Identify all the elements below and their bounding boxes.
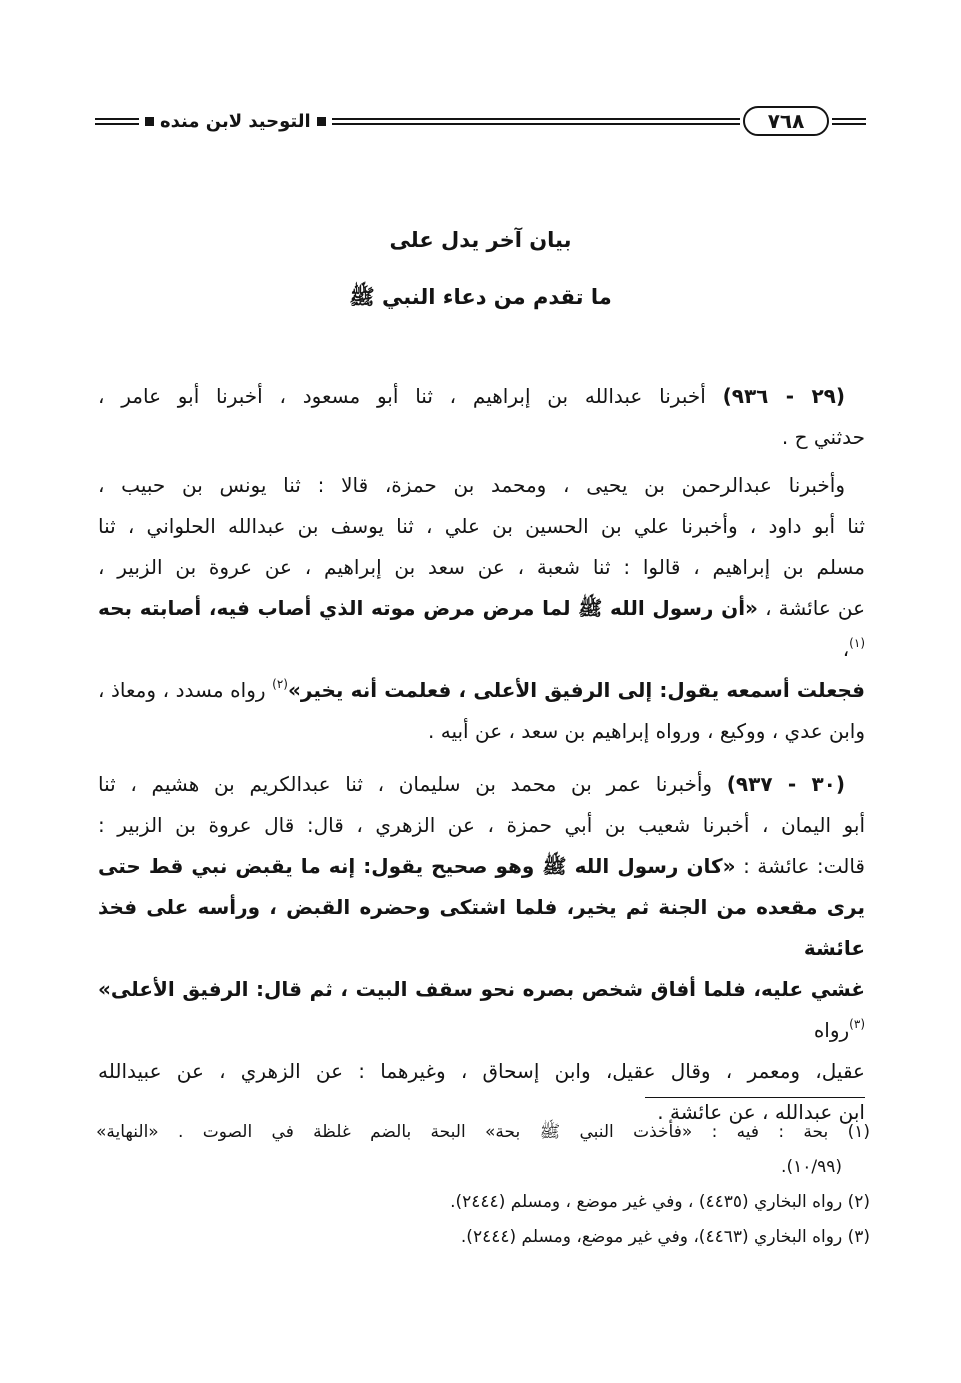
header-rule [832, 118, 866, 125]
text-line [98, 805, 865, 846]
line-text: رواه مسدد ، ومعاذ ، [98, 678, 266, 702]
header-rule [95, 118, 139, 125]
hadith-quote: يرى مقعده من الجنة ثم يخير، فلما اشتكى وحضره القبض ، ورأسه على فخذ عائشة [98, 895, 865, 960]
footnote-1: (١) بحة : فيه : «فأخذت النبي ﷺ بحة» البحة بالضم غلظة في الصوت . «النهاية» [96, 1122, 870, 1142]
paragraph-hadith-936 [98, 376, 865, 458]
main-text [98, 376, 865, 1133]
running-title: التوحيد لابن منده [160, 110, 311, 132]
footnote-2: (٢) رواه البخاري (٤٤٣٥) ، وفي غير موضع ، ومسلم (٢٤٤٤). [450, 1192, 870, 1212]
line-text: وأخبرنا عبدالرحمن بن يحيى ، ومحمد بن حمزة، قالا : ثنا يونس بن حبيب ، [98, 473, 845, 497]
hadith-quote: غشي عليه، فلما أفاق شخص بصره نحو سقف البيت ، ثم قال: الرفيق الأعلى» [98, 977, 865, 1001]
line-text: وأخبرنا عمر بن محمد بن سليمان ، ثنا عبدالكريم بن هشيم ، ثنا [98, 772, 713, 796]
text-line [98, 846, 865, 887]
footnote-1-continued: (١٠/٩٩). [781, 1157, 842, 1177]
line-text: أخبرنا عبدالله بن إبراهيم ، ثنا أبو مسعود ، أخبرنا أبو عامر ، [98, 384, 706, 408]
text-line [98, 376, 865, 417]
text-line [98, 417, 865, 458]
hadith-number: (٢٩ - ٩٣٦) [722, 384, 846, 408]
hadith-number: (٣٠ - ٩٣٧) [726, 772, 846, 796]
line-text: رواه [813, 1018, 850, 1042]
text-line [98, 547, 865, 588]
square-ornament [145, 117, 154, 126]
text-line [98, 887, 865, 969]
text-line [98, 764, 865, 805]
running-header [95, 104, 866, 138]
line-text: قالت: عائشة : [743, 854, 865, 878]
text-line [98, 465, 865, 506]
section-heading-line-1: بيان آخر يدل على [389, 228, 572, 252]
hadith-quote: «أن رسول الله ﷺ لما مرض مرض موته الذي أصاب فيه، أصابته بحه [98, 596, 758, 620]
page-number: ٧٦٨ [767, 109, 805, 133]
hadith-quote: «كان رسول الله ﷺ وهو صحيح يقول: إنه ما يقبض نبي قط حتى [98, 854, 736, 878]
line-text: أبو اليمان ، أخبرنا شعيب بن أبي حمزة ، عن الزهري ، قال: قال عروة بن الزبير : [98, 813, 865, 837]
text-line [98, 1051, 865, 1092]
paragraph-isnad-continued [98, 465, 865, 752]
text-line [98, 506, 865, 547]
footnote-separator [645, 1097, 865, 1098]
footnotes [96, 1115, 870, 1255]
line-text: مسلم بن إبراهيم ، قالوا : ثنا شعبة ، عن سعد بن إبراهيم ، عن عروة بن الزبير ، [98, 555, 865, 579]
line-text: عقيل، ومعمر ، وقال عقيل، وابن إسحاق ، وغيرهما : عن الزهري ، عن عبيدالله [98, 1059, 865, 1083]
line-text: عن عائشة ، [765, 596, 866, 620]
section-heading-line-2: ما تقدم من دعاء النبي ﷺ [349, 285, 612, 309]
line-text: ثنا أبو داود ، وأخبرنا علي بن الحسين بن علي ، ثنا يوسف بن عبدالله الحلواني ، ثنا [98, 514, 865, 538]
hadith-quote: فجعلت أسمعه يقول: إلى الرفيق الأعلى ، فعلمت أنه يخير» [287, 678, 866, 702]
header-rule [332, 118, 740, 125]
footnote-3: (٣) رواه البخاري (٤٤٦٣)، وفي غير موضع، ومسلم (٢٤٤٤). [460, 1227, 870, 1247]
line-text: ابن عبدالله ، عن عائشة . [657, 1100, 865, 1124]
text-line [98, 670, 865, 711]
text-line [98, 588, 865, 670]
page-number-badge [743, 106, 829, 136]
paragraph-hadith-937 [98, 764, 865, 1133]
footnote-ref[interactable]: (٢) [272, 677, 288, 691]
line-text: وابن عدي ، ووكيع ، ورواه إبراهيم بن سعد ، عن أبيه . [428, 719, 865, 743]
text-line [98, 969, 865, 1051]
footnote-ref[interactable]: (٣) [849, 1017, 865, 1031]
line-text: ، [842, 637, 850, 661]
text-line [98, 711, 865, 752]
line-text: حدثني ح . [781, 425, 865, 449]
square-ornament [317, 117, 326, 126]
footnote-ref[interactable]: (١) [849, 636, 865, 650]
